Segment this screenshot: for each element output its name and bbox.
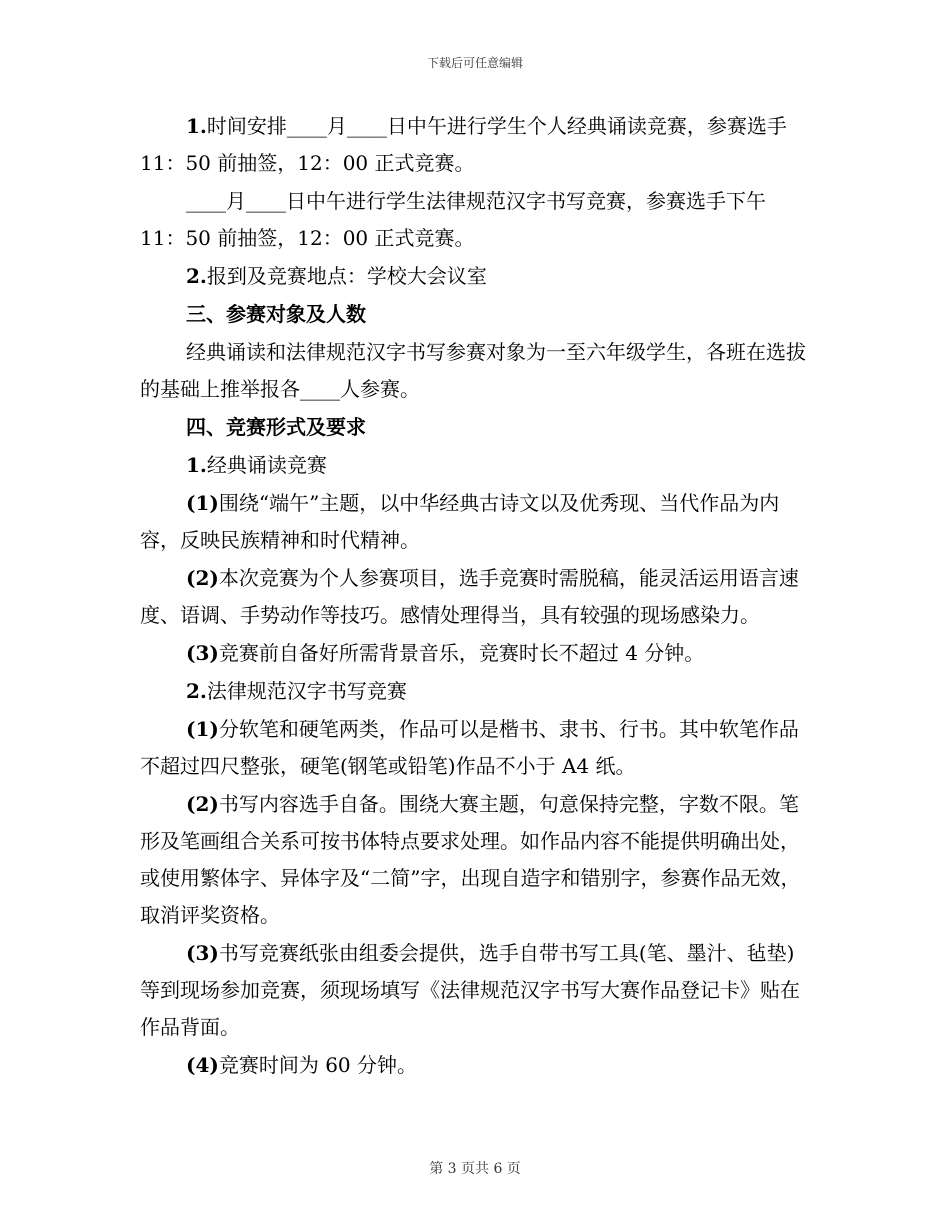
item-number: (2) <box>186 566 219 590</box>
item-number: 1. <box>186 453 207 477</box>
item-number: 2. <box>186 264 207 288</box>
document-body <box>0 108 950 1084</box>
heading-text: 三、参赛对象及人数 <box>186 302 366 326</box>
paragraph-recitation-music <box>0 635 950 672</box>
paragraph-venue <box>0 258 950 295</box>
paragraph-recitation-theme <box>0 485 950 559</box>
section-heading-participants <box>0 296 950 333</box>
paragraph-text: 竞赛前自备好所需背景音乐，竞赛时长不超过 4 分钟。 <box>218 641 705 665</box>
item-number: 2. <box>186 679 207 703</box>
paragraph-writing-content <box>0 786 950 934</box>
paragraph-participants <box>0 334 950 408</box>
item-number: (2) <box>186 792 219 816</box>
paragraph-recitation-skills <box>0 560 950 634</box>
page-header: 下载后可任意编辑 <box>426 56 523 70</box>
paragraph-text: ____月____日中午进行学生法律规范汉字书写竞赛，参赛选手下午 11：50 前抽签，12：00 正式竞赛。 <box>140 189 766 250</box>
paragraph-text: 经典诵读和法律规范汉字书写参赛对象为一至六年级学生，各班在选拔的基础上推举报各____人参赛。 <box>140 340 806 401</box>
item-number: (3) <box>186 941 219 965</box>
paragraph-text: 本次竞赛为个人参赛项目，选手竞赛时需脱稿，能灵活运用语言速度、语调、手势动作等技巧。感情处理得当，具有较强的现场感染力。 <box>140 566 799 627</box>
item-number: 1. <box>186 114 207 138</box>
paragraph-text: 经典诵读竞赛 <box>206 453 327 477</box>
paragraph-text: 竞赛时间为 60 分钟。 <box>218 1053 418 1077</box>
item-number: (3) <box>186 641 219 665</box>
subheading-recitation <box>0 447 950 484</box>
paragraph-writing-categories <box>0 711 950 785</box>
paragraph-text: 书写竞赛纸张由组委会提供，选手自带书写工具(笔、墨汁、毡垫)等到现场参加竞赛，须现场填写《法律规范汉字书写大赛作品登记卡》贴在作品背面。 <box>140 941 800 1039</box>
item-number: (1) <box>186 491 219 515</box>
paragraph-text: 时间安排____月____日中午进行学生个人经典诵读竞赛，参赛选手 11：50 前抽签，12：00 正式竞赛。 <box>140 114 787 175</box>
item-number: (1) <box>186 717 219 741</box>
subheading-writing <box>0 673 950 710</box>
section-heading-format <box>0 409 950 446</box>
paragraph-text: 书写内容选手自备。围绕大赛主题，句意保持完整，字数不限。笔形及笔画组合关系可按书体特点要求处理。如作品内容不能提供明确出处，或使用繁体字、异体字及“二简”字，出现自造字和错别字，参赛作品无效，取消评奖资格。 <box>140 792 801 927</box>
paragraph-schedule-recitation <box>0 108 950 182</box>
paragraph-writing-duration <box>0 1047 950 1084</box>
paragraph-text: 报到及竞赛地点：学校大会议室 <box>206 264 487 288</box>
paragraph-text: 法律规范汉字书写竞赛 <box>206 679 407 703</box>
page-footer: 第 3 页共 6 页 <box>429 1161 521 1177</box>
paragraph-text: 分软笔和硬笔两类，作品可以是楷书、隶书、行书。其中软笔作品不超过四尺整张，硬笔(钢笔或铅笔)作品不小于 A4 纸。 <box>140 717 799 778</box>
paragraph-schedule-writing <box>0 183 950 257</box>
paragraph-text: 围绕“端午”主题，以中华经典古诗文以及优秀现、当代作品为内容，反映民族精神和时代精神。 <box>140 491 780 552</box>
heading-text: 四、竞赛形式及要求 <box>186 415 366 439</box>
paragraph-writing-materials <box>0 935 950 1046</box>
item-number: (4) <box>186 1053 219 1077</box>
